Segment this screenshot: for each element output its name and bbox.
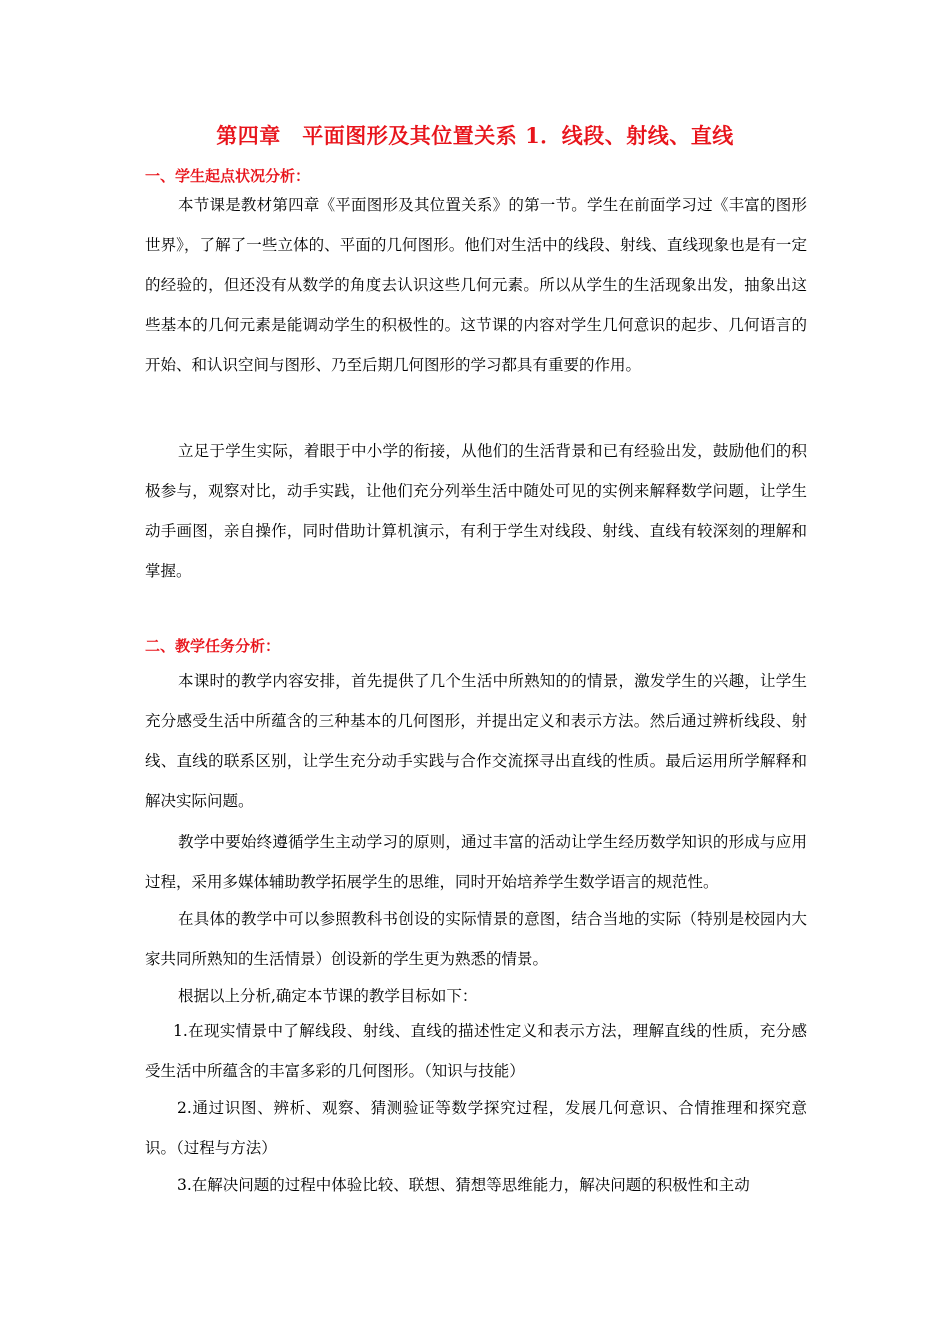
section-heading: 一、学生起点状况分析： — [145, 167, 311, 185]
goal-item: 2.通过识图、辨析、观察、猜测验证等数学探究过程，发展几何意识、合情推理和探究意识。（过程与方法） — [145, 1099, 807, 1157]
goal-item: 3.在解决问题的过程中体验比较、联想、猜想等思维能力，解决问题的积极性和主动 — [177, 1176, 750, 1194]
section-heading: 二、教学任务分析： — [145, 637, 281, 655]
paragraph: 教学中要始终遵循学生主动学习的原则，通过丰富的活动让学生经历数学知识的形成与应用过程，采用多媒体辅助教学拓展学生的思维，同时开始培养学生数学语言的规范性。 — [145, 833, 807, 891]
paragraph: 根据以上分析,确定本节课的教学目标如下： — [178, 987, 478, 1005]
paragraph: 立足于学生实际，着眼于中小学的衔接，从他们的生活背景和已有经验出发，鼓励他们的积极参与，观察对比，动手实践，让他们充分列举生活中随处可见的实例来解释数学问题，让学生动手画图，亲自操作，同时借助计算机演示，有利于学生对线段、射线、直线有较深刻的理解和掌握。 — [145, 442, 807, 580]
paragraph: 在具体的教学中可以参照教科书创设的实际情景的意图，结合当地的实际（特别是校园内大家共同所熟知的生活情景）创设新的学生更为熟悉的情景。 — [145, 910, 807, 968]
paragraph: 本节课是教材第四章《平面图形及其位置关系》的第一节。学生在前面学习过《丰富的图形世界》，了解了一些立体的、平面的几何图形。他们对生活中的线段、射线、直线现象也是有一定的经验的，但还没有从数学的角度去认识这些几何元素。所以从学生的生活现象出发，抽象出这些基本的几何元素是能调动学生的积极性的。这节课的内容对学生几何意识的起步、几何语言的开始、和认识空间与图形、乃至后期几何图形的学习都具有重要的作用。 — [145, 196, 807, 374]
goal-item: 1.在现实情景中了解线段、射线、直线的描述性定义和表示方法，理解直线的性质，充分感受生活中所蕴含的丰富多彩的几何图形。（知识与技能） — [145, 1022, 807, 1080]
paragraph: 本课时的教学内容安排，首先提供了几个生活中所熟知的的情景，激发学生的兴趣，让学生充分感受生活中所蕴含的三种基本的几何图形，并提出定义和表示方法。然后通过辨析线段、射线、直线的联系区别，让学生充分动手实践与合作交流探寻出直线的性质。最后运用所学解释和解决实际问题。 — [145, 672, 807, 810]
document-title: 第四章 平面图形及其位置关系 1．线段、射线、直线 — [216, 123, 734, 148]
